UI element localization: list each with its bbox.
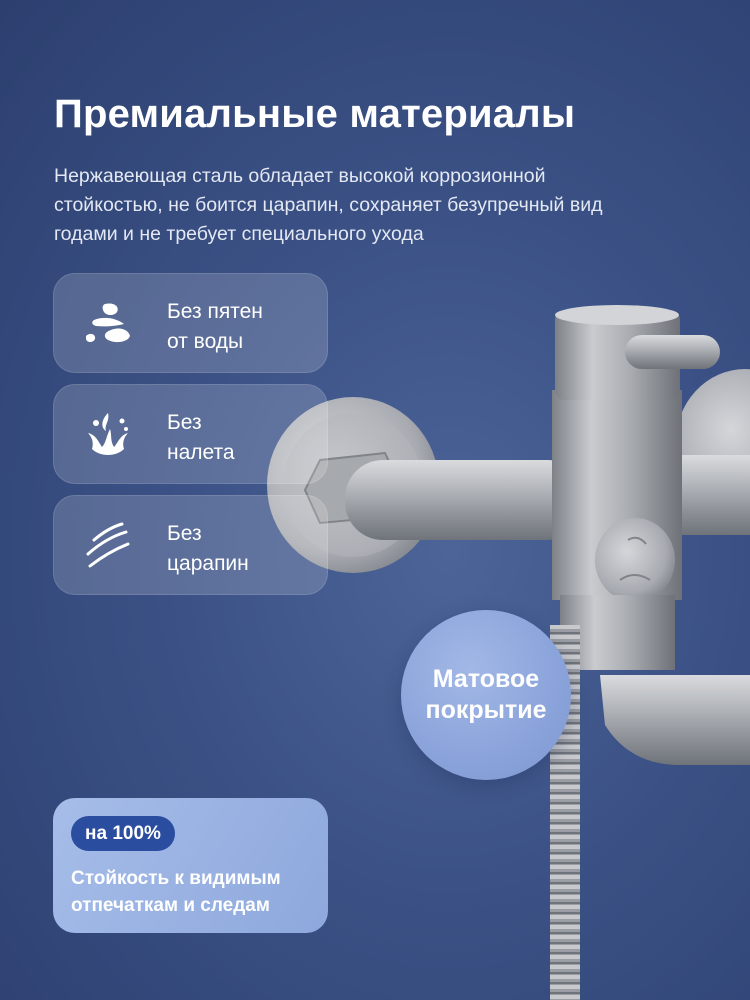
matte-finish-badge: [401, 610, 571, 780]
scratch-lines-icon: [80, 518, 136, 574]
feature-label-line2: от воды: [167, 330, 244, 353]
feature-card-no-water-spots: [53, 273, 328, 373]
splash-icon: [80, 407, 136, 463]
fingerprint-resistance-card: [53, 798, 328, 933]
feature-label-line1: Без: [167, 522, 202, 545]
feature-label-line1: Без пятен: [167, 300, 263, 323]
feature-label-line1: Без: [167, 411, 202, 434]
page-title: Премиальные материалы: [54, 92, 576, 136]
stat-text-line2: отпечаткам и следам: [71, 895, 270, 916]
page-subtitle: Нержавеющая сталь обладает высокой коррозионной стойкостью, не боится царапин, сохраняет безупречный вид годами и не требует специального ухода: [54, 165, 603, 245]
feature-label-line2: царапин: [167, 552, 249, 575]
percent-pill: на 100%: [71, 816, 175, 851]
feature-label-line2: налета: [167, 441, 235, 464]
badge-line2: покрытие: [425, 696, 547, 724]
feature-list: [53, 273, 328, 606]
water-drops-icon: [80, 296, 136, 352]
stat-text-line1: Стойкость к видимым: [71, 868, 281, 889]
badge-line1: Матовое: [432, 665, 540, 693]
feature-card-no-scratches: [53, 495, 328, 595]
feature-card-no-scale: [53, 384, 328, 484]
